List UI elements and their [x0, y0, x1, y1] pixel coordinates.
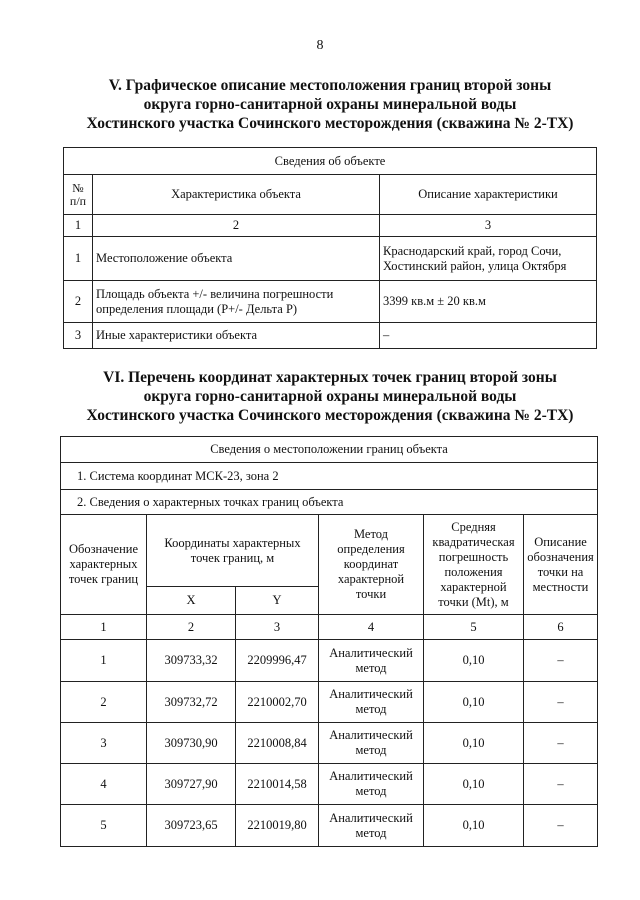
point-number: 1 [61, 640, 147, 682]
section-6-title [30, 368, 630, 425]
location-info-header: Сведения о местоположении границ объекта [61, 437, 598, 463]
col-description-header: Описание обозначения точки на местности [524, 515, 598, 615]
section-5-title-line: округа горно-санитарной охраны минеральной воды [143, 96, 517, 113]
row-number: 2 [64, 281, 93, 323]
section-5-title-line: Хостинского участка Сочинского месторождения (скважина № 2-ТХ) [86, 115, 574, 132]
coordinates-table [60, 436, 598, 847]
point-error: 0,10 [424, 723, 524, 764]
table-row [61, 805, 598, 847]
point-error: 0,10 [424, 682, 524, 723]
point-x: 309723,65 [147, 805, 236, 847]
section-5-title [30, 76, 630, 133]
index-cell: 6 [524, 615, 598, 640]
row-description: Краснодарский край, город Сочи, Хостинский район, улица Октября [380, 237, 597, 281]
table-row [61, 682, 598, 723]
point-method: Аналитический метод [319, 805, 424, 847]
index-cell: 2 [93, 215, 380, 237]
table-row [61, 640, 598, 682]
table-row [61, 723, 598, 764]
col-characteristic-header: Характеристика объекта [93, 175, 380, 215]
point-description: – [524, 764, 598, 805]
point-number: 2 [61, 682, 147, 723]
index-cell: 1 [61, 615, 147, 640]
point-method: Аналитический метод [319, 682, 424, 723]
point-number: 4 [61, 764, 147, 805]
point-y: 2209996,47 [236, 640, 319, 682]
col-method-header: Метод определения координат характерной точки [319, 515, 424, 615]
page-number: 8 [316, 38, 324, 53]
section-5-title-line: V. Графическое описание местоположения границ второй зоны [108, 77, 552, 94]
object-info-header: Сведения об объекте [64, 148, 597, 175]
point-error: 0,10 [424, 764, 524, 805]
point-y: 2210014,58 [236, 764, 319, 805]
point-x: 309732,72 [147, 682, 236, 723]
point-description: – [524, 640, 598, 682]
index-cell: 1 [64, 215, 93, 237]
point-error: 0,10 [424, 640, 524, 682]
coordinate-system: 1. Система координат МСК-23, зона 2 [61, 463, 598, 490]
section-6-title-line: Хостинского участка Сочинского месторождения (скважина № 2-ТХ) [86, 407, 574, 424]
col-coordinates-header: Координаты характерных точек границ, м [147, 515, 319, 587]
point-error: 0,10 [424, 805, 524, 847]
point-x: 309727,90 [147, 764, 236, 805]
col-number-header: № п/п [64, 175, 93, 215]
table-row [64, 323, 597, 349]
index-cell: 3 [380, 215, 597, 237]
point-number: 3 [61, 723, 147, 764]
row-characteristic: Иные характеристики объекта [93, 323, 380, 349]
point-method: Аналитический метод [319, 723, 424, 764]
point-y: 2210019,80 [236, 805, 319, 847]
points-info-header: 2. Сведения о характерных точках границ объекта [61, 490, 598, 515]
section-6-title-line: VI. Перечень координат характерных точек границ второй зоны [103, 369, 557, 386]
point-x: 309733,32 [147, 640, 236, 682]
row-description: 3399 кв.м ± 20 кв.м [380, 281, 597, 323]
row-number: 1 [64, 237, 93, 281]
col-description-header: Описание характеристики [380, 175, 597, 215]
row-number: 3 [64, 323, 93, 349]
point-x: 309730,90 [147, 723, 236, 764]
row-description: – [380, 323, 597, 349]
point-y: 2210002,70 [236, 682, 319, 723]
point-description: – [524, 682, 598, 723]
index-cell: 4 [319, 615, 424, 640]
index-cell: 2 [147, 615, 236, 640]
point-method: Аналитический метод [319, 764, 424, 805]
col-x-header: X [147, 587, 236, 615]
section-6-title-line: округа горно-санитарной охраны минеральной воды [143, 388, 517, 405]
index-cell: 3 [236, 615, 319, 640]
col-error-header: Средняя квадратическая погрешность положения характерной точки (Mt), м [424, 515, 524, 615]
table-row [64, 237, 597, 281]
row-characteristic: Площадь объекта +/- величина погрешности определения площади (Р+/- Дельта Р) [93, 281, 380, 323]
table-row [64, 281, 597, 323]
col-y-header: Y [236, 587, 319, 615]
point-number: 5 [61, 805, 147, 847]
row-characteristic: Местоположение объекта [93, 237, 380, 281]
point-method: Аналитический метод [319, 640, 424, 682]
index-cell: 5 [424, 615, 524, 640]
table-row [61, 764, 598, 805]
point-description: – [524, 723, 598, 764]
object-info-table [63, 147, 597, 349]
col-designation-header: Обозначение характерных точек границ [61, 515, 147, 615]
point-description: – [524, 805, 598, 847]
point-y: 2210008,84 [236, 723, 319, 764]
